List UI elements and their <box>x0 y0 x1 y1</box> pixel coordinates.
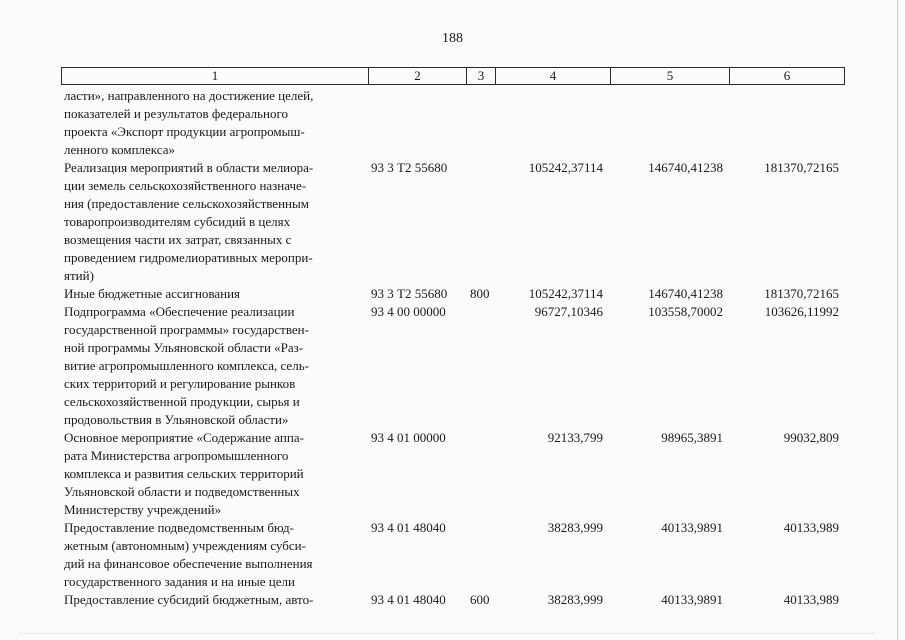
row-value-col4: 105242,37114 <box>528 286 603 301</box>
row-name-line: Ульяновской области и подведомственных <box>64 484 300 499</box>
scan-border <box>20 633 875 636</box>
row-name <box>64 159 362 285</box>
row-value-col5: 103558,70002 <box>648 304 723 319</box>
row-name-line: Министерству учреждений» <box>64 502 222 517</box>
table-row <box>0 285 905 303</box>
row-value-col6: 181370,72165 <box>764 160 839 175</box>
row-name-line: ятий) <box>64 268 94 283</box>
row-name-line: продовольствия в Ульяновской области» <box>64 412 289 427</box>
page-edge-line <box>897 0 898 640</box>
row-name <box>64 591 362 609</box>
row-value-col6: 40133,989 <box>783 520 839 535</box>
row-name <box>64 87 362 159</box>
row-name-line: Подпрограмма «Обеспечение реализации <box>64 304 295 319</box>
row-name-line: показателей и результатов федерального <box>64 106 289 121</box>
row-value-col6: 40133,989 <box>783 592 839 607</box>
row-name-line: жетным (автономным) учреждениям субси- <box>64 538 306 553</box>
row-value-col4: 92133,799 <box>547 430 603 445</box>
header-col-4: 4 <box>496 68 611 84</box>
row-name-line: ции земель сельскохозяйственного назначе- <box>64 178 307 193</box>
row-name-line: государственного задания и на иные цели <box>64 574 295 589</box>
row-name-line: возмещения части их затрат, связанных с <box>64 232 292 247</box>
table-row <box>0 429 905 519</box>
row-name-line: Основное мероприятие «Содержание аппа- <box>64 430 304 445</box>
row-value-col5: 98965,3891 <box>661 430 723 445</box>
table-row <box>0 159 905 285</box>
row-name-line: сельскохозяйственной продукции, сырья и <box>64 394 300 409</box>
row-code: 93 3 Т2 55680 <box>371 286 448 301</box>
row-name-line: проекта «Экспорт продукции агропромыш- <box>64 124 305 139</box>
row-value-col4: 38283,999 <box>547 520 603 535</box>
table-row <box>0 591 905 609</box>
row-name-line: ной программы Ульяновской области «Раз- <box>64 340 304 355</box>
row-code: 93 3 Т2 55680 <box>371 160 448 175</box>
header-col-3: 3 <box>467 68 496 84</box>
header-col-6: 6 <box>783 68 791 83</box>
row-name-line: ласти», направленного на достижение целей, <box>64 88 314 103</box>
row-name-line: Реализация мероприятий в области мелиора- <box>64 160 314 175</box>
row-name-line: дий на финансовое обеспечение выполнения <box>64 556 313 571</box>
row-name-line: ния (предоставление сельскохозяйственным <box>64 196 309 211</box>
table-row <box>0 519 905 591</box>
row-value-col5: 146740,41238 <box>648 160 723 175</box>
row-value-col5: 40133,9891 <box>661 520 723 535</box>
row-name <box>64 303 362 429</box>
row-value-col4: 38283,999 <box>547 592 603 607</box>
row-name-line: Предоставление подведомственным бюд- <box>64 520 294 535</box>
header-col-2: 2 <box>369 68 467 84</box>
table-header-row <box>61 67 845 85</box>
row-name-line: Предоставление субсидий бюджетным, авто- <box>64 592 314 607</box>
row-name <box>64 429 362 519</box>
row-name-line: товаропроизводителям субсидий в целях <box>64 214 291 229</box>
row-value-col6: 99032,809 <box>783 430 839 445</box>
row-name-line: ских территорий и регулирование рынков <box>64 376 296 391</box>
row-value-col4: 105242,37114 <box>528 160 603 175</box>
row-value-col6: 181370,72165 <box>764 286 839 301</box>
row-name-line: Иные бюджетные ассигнования <box>64 286 241 301</box>
row-code: 93 4 01 48040 <box>371 592 446 607</box>
row-value-col4: 96727,10346 <box>534 304 603 319</box>
row-name <box>64 519 362 591</box>
table-body <box>0 87 905 609</box>
row-value-col5: 40133,9891 <box>661 592 723 607</box>
page-number: 188 <box>442 31 463 46</box>
row-name-line: комплекса и развития сельских территорий <box>64 466 304 481</box>
header-col-1: 1 <box>62 68 369 84</box>
row-name-line: проведением гидромелиоративных меропри- <box>64 250 313 265</box>
header-col-5: 5 <box>611 68 730 84</box>
row-name-line: ленного комплекса» <box>64 142 175 157</box>
row-expense-type: 800 <box>470 286 490 301</box>
row-name-line: витие агропромышленного комплекса, сель- <box>64 358 309 373</box>
row-name-line: рата Министерства агропромышленного <box>64 448 289 463</box>
table-row <box>0 303 905 429</box>
row-code: 93 4 00 00000 <box>371 304 446 319</box>
row-name <box>64 285 362 303</box>
row-expense-type: 600 <box>470 592 490 607</box>
row-code: 93 4 01 48040 <box>371 520 446 535</box>
row-name-line: государственной программы» государствен- <box>64 322 309 337</box>
row-value-col6: 103626,11992 <box>764 304 839 319</box>
row-code: 93 4 01 00000 <box>371 430 446 445</box>
table-row <box>0 87 905 159</box>
row-value-col5: 146740,41238 <box>648 286 723 301</box>
